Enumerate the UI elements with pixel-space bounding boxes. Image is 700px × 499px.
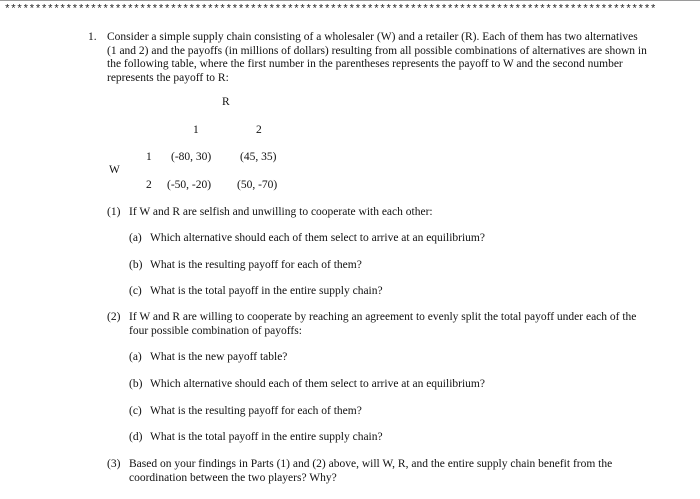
part-2b-label: (b) (129, 378, 143, 390)
part-1-label: (1) (107, 206, 121, 218)
asterisk-separator: ********************************************************************************************************** (4, 4, 657, 16)
part-1a-label: (a) (129, 232, 142, 244)
part-2b-text: Which alternative should each of them select to arrive at an equilibrium? (150, 378, 485, 390)
question-number: 1. (88, 31, 97, 43)
part-2d-text: What is the total payoff in the entire supply chain? (150, 431, 383, 443)
payoff-cell-1-2: (45, 35) (240, 151, 277, 163)
part-3-text: Based on your findings in Parts (1) and (2) above, will W, R, and the entire supply chain benefit from the coordination between the two players? Why? (129, 458, 613, 484)
payoff-cell-2-2: (50, -70) (237, 179, 278, 191)
part-3-label: (3) (107, 458, 121, 470)
part-2d-label: (d) (129, 431, 143, 443)
column-player-label: R (222, 96, 230, 108)
payoff-cell-2-1: (-50, -20) (167, 179, 212, 191)
payoff-cell-1-1: (-80, 30) (171, 151, 212, 163)
part-1b-label: (b) (129, 259, 143, 271)
question-intro: Consider a simple supply chain consisting of a wholesaler (W) and a retailer (R). Each of them has two alternatives (1 and 2) and the payoffs (in millions of dollars) resulting from all possible combinations of alternatives are shown in the following table, where the first number in the parentheses represents the payoff to W and the second number represents the payoff to R: (107, 31, 647, 84)
row-label-2: 2 (146, 179, 152, 191)
part-1c-label: (c) (129, 285, 142, 297)
part-2-label: (2) (107, 311, 121, 323)
part-2-text: If W and R are willing to cooperate by reaching an agreement to evenly split the total payoff under each of the four possible combination of payoffs: (129, 311, 637, 337)
part-2c-text: What is the resulting payoff for each of them? (150, 405, 362, 417)
part-1a-text: Which alternative should each of them select to arrive at an equilibrium? (150, 232, 485, 244)
part-2a-text: What is the new payoff table? (150, 351, 288, 363)
column-label-2: 2 (256, 124, 262, 136)
part-2a-label: (a) (129, 351, 142, 363)
part-2c-label: (c) (129, 405, 142, 417)
part-1b-text: What is the resulting payoff for each of them? (150, 259, 362, 271)
part-1c-text: What is the total payoff in the entire supply chain? (150, 285, 383, 297)
row-label-1: 1 (146, 151, 152, 163)
part-1-text: If W and R are selfish and unwilling to cooperate with each other: (129, 206, 433, 218)
column-label-1: 1 (193, 124, 199, 136)
row-player-label: W (109, 164, 120, 176)
